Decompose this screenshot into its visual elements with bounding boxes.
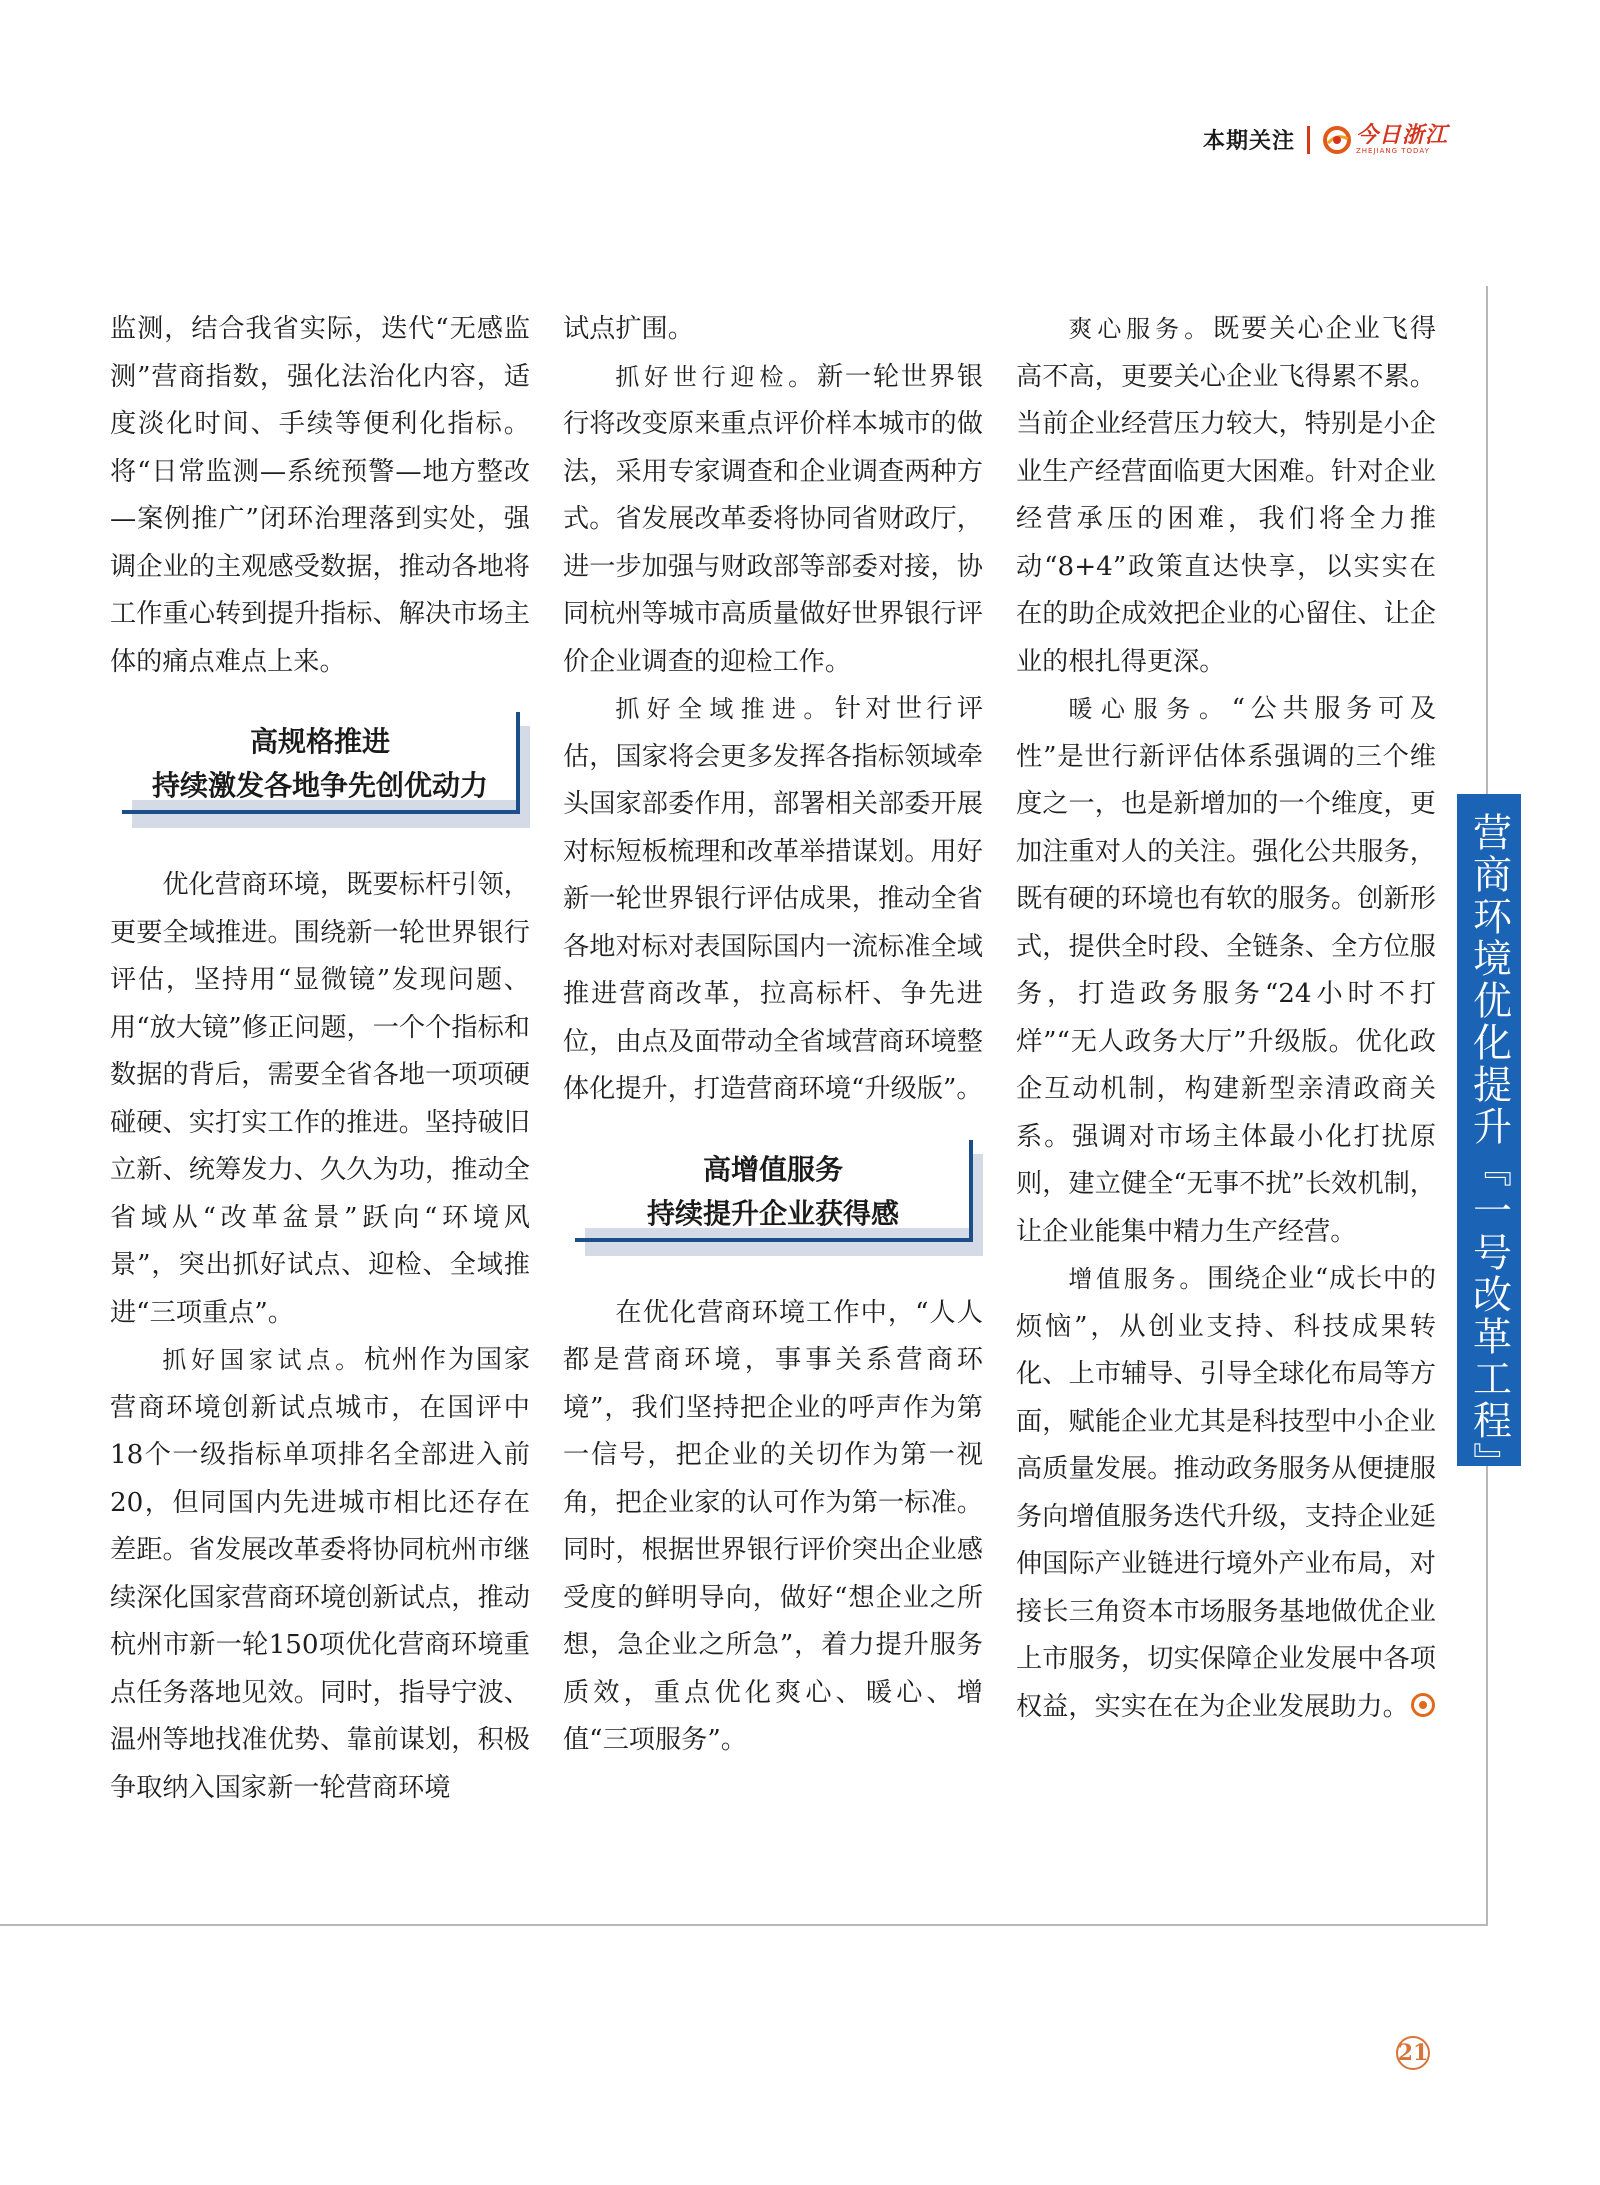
paragraph-lead: 暖心服务。 (1068, 695, 1232, 723)
page-number: 21 (1396, 2036, 1430, 2070)
subheading-2 (563, 1140, 983, 1256)
horizontal-rule (0, 1924, 1488, 1926)
side-tab-title: 营商环境优化提升『一号改革工程』 (1466, 812, 1512, 1484)
column-3 (1016, 306, 1436, 1731)
page-header (1203, 124, 1448, 155)
subheading-line: 高规格推进 (249, 725, 390, 758)
subheading-rule (575, 1238, 973, 1242)
paragraph: 抓好国家试点。杭州作为国家营商环境创新试点城市，在国评中18个一级指标单项排名全部进入前20，但同国内先进城市相比还存在差距。省发展改革委将协同杭州市继续深化国家营商环境创新试点，推动杭州市新一轮150项优化营商环境重点任务落地见效。同时，指导宁波、温州等地找准优势、靠前谋划，积极争取纳入国家新一轮营商环境 (110, 1345, 531, 1803)
paragraph: 抓好世行迎检。新一轮世界银行将改变原来重点评价样本城市的做法，采用专家调查和企业调查两种方式。省发展改革委将协同省财政厅，进一步加强与财政部等部委对接，协同杭州等城市高质量做好世界银行评价企业调查的迎检工作。 (563, 361, 984, 677)
paragraph: 监测，结合我省实际，迭代“无感监测”营商指数，强化法治化内容，适度淡化时间、手续等便利化指标。将“日常监测—系统预警—地方整改—案例推广”闭环治理落到实处，强调企业的主观感受数据，推动各地将工作重心转到提升指标、解决市场主体的痛点难点上来。 (110, 314, 530, 677)
paragraph-lead: 爽心服务。 (1068, 315, 1214, 343)
subheading-rule (969, 1140, 973, 1242)
column-1 (110, 306, 530, 1812)
paragraph-lead: 抓好全域推进。 (615, 695, 835, 723)
magazine-logo (1322, 124, 1448, 155)
subheading-1 (110, 712, 530, 828)
subheading-rule (122, 810, 520, 814)
paragraph: 增值服务。围绕企业“成长中的烦恼”，从创业支持、科技成果转化、上市辅导、引导全球化布局等方面，赋能企业尤其是科技型中小企业高质量发展。推动政务服务从便捷服务向增值服务迭代升级，支持企业延伸国际产业链进行境外产业布局，对接长三角资本市场服务基地做优企业上市服务，切实保障企业发展中各项权益，实实在在为企业发展助力。 (1016, 1264, 1437, 1722)
logo-chinese: 今日浙江 (1355, 122, 1448, 148)
paragraph-lead: 抓好国家试点。 (162, 1346, 364, 1374)
column-2 (563, 306, 983, 1765)
side-tab (1457, 794, 1521, 1484)
subheading-line: 持续提升企业获得感 (646, 1196, 899, 1230)
header-divider (1307, 126, 1310, 154)
paragraph-lead: 抓好世行迎检。 (615, 362, 817, 391)
paragraph: 试点扩围。 (563, 314, 694, 344)
subheading-rule (516, 712, 520, 814)
subheading-line: 高增值服务 (702, 1152, 843, 1186)
paragraph: 优化营商环境，既要标杆引领，更要全域推进。围绕新一轮世界银行评估，坚持用“显微镜”发现问题、用“放大镜”修正问题，一个个指标和数据的背后，需要全省各地一项项硬碰硬、实打实工作的推进。坚持破旧立新、统筹发力、久久为功，推动全省域从“改革盆景”跃向“环境风景”，突出抓好试点、迎检、全域推进“三项重点”。 (110, 870, 530, 1328)
logo-swirl-icon (1322, 125, 1352, 155)
subheading-line: 持续激发各地争先创优动力 (151, 769, 488, 802)
paragraph: 爽心服务。既要关心企业飞得高不高，更要关心企业飞得累不累。当前企业经营压力较大，特别是小企业生产经营面临更大困难。针对企业经营承压的困难，我们将全力推动“8+4”政策直达快享，以实实在在的助企成效把企业的心留住、让企业的根扎得更深。 (1016, 314, 1437, 677)
section-label: 本期关注 (1202, 129, 1295, 154)
paragraph: 在优化营商环境工作中，“人人都是营商环境，事事关系营商环境”，我们坚持把企业的呼声作为第一信号，把企业的关切作为第一视角，把企业家的认可作为第一标准。同时，根据世界银行评价突出企业感受度的鲜明导向，做好“想企业之所想，急企业之所急”，着力提升服务质效，重点优化爽心、暖心、增值“三项服务”。 (563, 1297, 983, 1755)
paragraph: 抓好全域推进。针对世行评估，国家将会更多发挥各指标领域牵头国家部委作用，部署相关部委开展对标短板梳理和改革举措谋划。用好新一轮世界银行评估成果，推动全省各地对标对表国际国内一流标准全域推进营商改革，拉高标杆、争先进位，由点及面带动全省域营商环境整体化提升，打造营商环境“升级版”。 (563, 694, 984, 1104)
logo-english: ZHEJIANG TODAY (1355, 147, 1430, 155)
paragraph: 暖心服务。“公共服务可及性”是世行新评估体系强调的三个维度之一，也是新增加的一个维度，更加注重对人的关注。强化公共服务，既有硬的环境也有软的服务。创新形式，提供全时段、全链条、全方位服务，打造政务服务“24小时不打烊”“无人政务大厅”升级版。优化政企互动机制，构建新型亲清政商关系。强调对市场主体最小化打扰原则，建立健全“无事不扰”长效机制，让企业能集中精力生产经营。 (1016, 694, 1437, 1247)
end-mark-icon (1411, 1693, 1435, 1717)
paragraph-lead: 增值服务。 (1068, 1265, 1208, 1293)
